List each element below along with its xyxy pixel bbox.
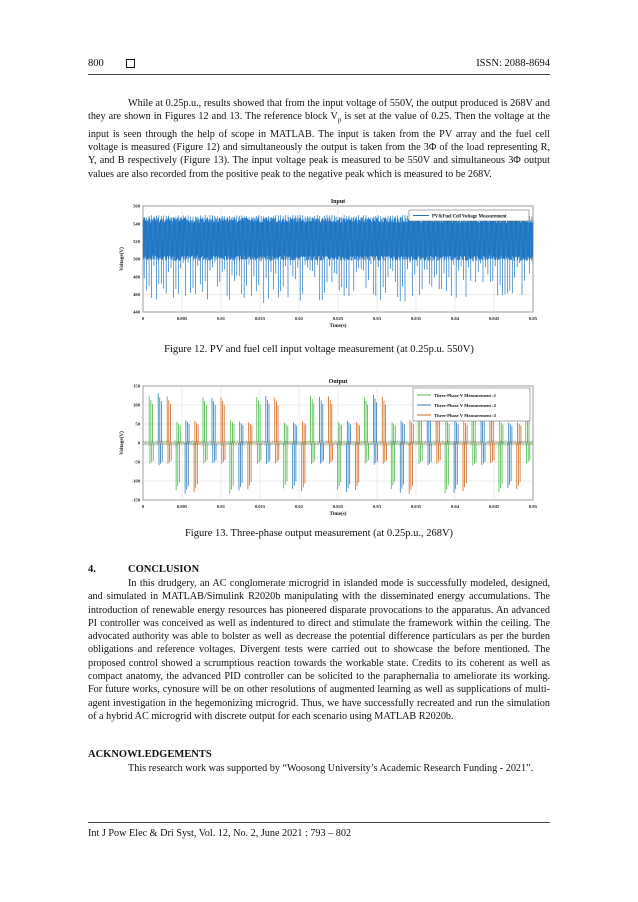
figure-13-output-chart <box>113 374 543 522</box>
y-tick-label: 480 <box>133 274 140 280</box>
y-tick-label: 100 <box>133 402 140 408</box>
x-tick-label: 0.01 <box>216 316 226 321</box>
y-tick-label: -50 <box>133 459 140 465</box>
x-tick-label: 0.015 <box>254 504 266 509</box>
x-tick-label: 0.045 <box>488 316 500 321</box>
y-tick-label: 440 <box>133 309 140 315</box>
x-tick-label: 0.01 <box>216 504 226 509</box>
y-tick-label: 540 <box>133 221 140 227</box>
y-axis-label: Voltage(V) <box>119 431 125 455</box>
x-tick-label: 0 <box>141 504 145 509</box>
checkbox-glyph-icon <box>126 59 135 68</box>
x-tick-label: 0.015 <box>254 316 266 321</box>
legend <box>413 388 530 421</box>
chart-title: Input <box>330 199 346 205</box>
x-tick-label: 0.045 <box>488 504 500 509</box>
legend-label-series-3: Three-Phase V Measurement :3 <box>434 412 497 418</box>
y-tick-label: 150 <box>133 383 140 389</box>
legend <box>409 210 529 221</box>
conclusion-heading: 4. CONCLUSION <box>88 564 200 575</box>
figure-12-input-chart <box>113 194 543 332</box>
x-tick-label: 0.035 <box>410 316 422 321</box>
y-tick-label: 560 <box>133 203 140 209</box>
chart-title: Output <box>328 379 348 385</box>
x-tick-label: 0.05 <box>528 316 538 321</box>
x-tick-label: 0.005 <box>176 504 188 509</box>
figure-13-caption: Figure 13. Three-phase output measurement (at 0.25p.u., 268V) <box>184 528 454 539</box>
y-tick-label: 500 <box>133 256 140 262</box>
x-tick-label: 0.03 <box>372 504 382 509</box>
x-tick-label: 0.005 <box>176 316 188 321</box>
page-number: 800 <box>88 58 104 69</box>
x-tick-label: 0.025 <box>332 504 344 509</box>
legend-label-series-1: Three-Phase V Measurement :1 <box>434 392 497 398</box>
x-tick-label: 0.03 <box>372 316 382 321</box>
y-axis-label: Voltage(V) <box>119 247 125 271</box>
x-axis-label: Time(s) <box>329 511 347 517</box>
x-tick-label: 0.05 <box>528 504 538 509</box>
footer-rule <box>88 822 550 823</box>
x-tick-label: 0.025 <box>332 316 344 321</box>
x-tick-label: 0.035 <box>410 504 422 509</box>
acknowledgements-paragraph: This research work was supported by “Woosong University’s Academic Research Funding - 2021”. <box>128 763 534 774</box>
x-tick-label: 0.04 <box>450 316 460 321</box>
intro-paragraph: While at 0.25p.u., results showed that from the input voltage of 550V, the output produced is 268V and they are shown in Figures 12 and 13. The reference block $V_p$ is set at the value of 0.25. Then the voltage at the input is seen through the help of scope in MATLAB. The input is taken from the PV array and the fuel cell voltage is measured (Figure 12) and simultaneously the output is taken from the 3Φ of the load representing R, Y, and B respectively (Figure 13). The input voltage peak is measured to be 550V and simultaneous 3Φ output values are also recorded from the positive peak to the negative peak which is measured to be 268V. <box>88 98 550 180</box>
legend-label-series-2: Three-Phase V Measurement :2 <box>434 402 497 408</box>
x-axis-label: Time(s) <box>329 323 347 329</box>
y-tick-label: 460 <box>133 292 140 298</box>
y-tick-label: -100 <box>131 478 140 484</box>
x-tick-label: 0.04 <box>450 504 460 509</box>
x-tick-label: 0.02 <box>294 316 304 321</box>
x-tick-label: 0 <box>141 316 145 321</box>
acknowledgements-heading: ACKNOWLEDGEMENTS <box>88 749 212 760</box>
header-rule <box>88 74 550 75</box>
journal-footer: Int J Pow Elec & Dri Syst, Vol. 12, No. 2, June 2021 : 793 – 802 <box>88 828 352 839</box>
y-tick-label: 0 <box>137 440 140 446</box>
legend-label-series-1: PV&Fuel Cell Voltage Measurement <box>432 214 507 220</box>
x-tick-label: 0.02 <box>294 504 304 509</box>
y-tick-label: 50 <box>135 421 140 427</box>
conclusion-paragraph: In this drudgery, an AC conglomerate microgrid in islanded mode is successfully modeled, designed, and simulated in MATLAB/Simulink R2020b manipulating with the disseminated energy accumulations. The introduction of renewable energy resources has pioneered disparate provocations to the apparatus. An advanced PI controller was conceived as well as indentured to direct and stimulate the framework within the ceiling. The advocated authority was able to bolster as well as decrease the potential difference particulars as per the burden obligations and reference voltages. Divergent tests were carried out to showcase the before mentioned. The proposed control showed a scrumptious reaction towards the workable state. Credits to its coherent as well as compact anatomy, the advanced PID controller can be solicited to the paraphernalia to ameliorate its working. For future works, cynosure will be on other resolutions of augmented learning as well as supplications of multi-agent investigation in the hegemonizing microgrid. Thus, we have successfully recreated and run the simulation of a hybrid AC microgrid with discrete output for each scenario using MATLAB R2020b. <box>88 578 550 722</box>
y-tick-label: -150 <box>131 497 140 503</box>
y-tick-label: 520 <box>133 239 140 245</box>
figure-12-caption: Figure 12. PV and fuel cell input voltage measurement (at 0.25p.u. 550V) <box>164 344 474 355</box>
issn: ISSN: 2088-8694 <box>476 58 550 69</box>
